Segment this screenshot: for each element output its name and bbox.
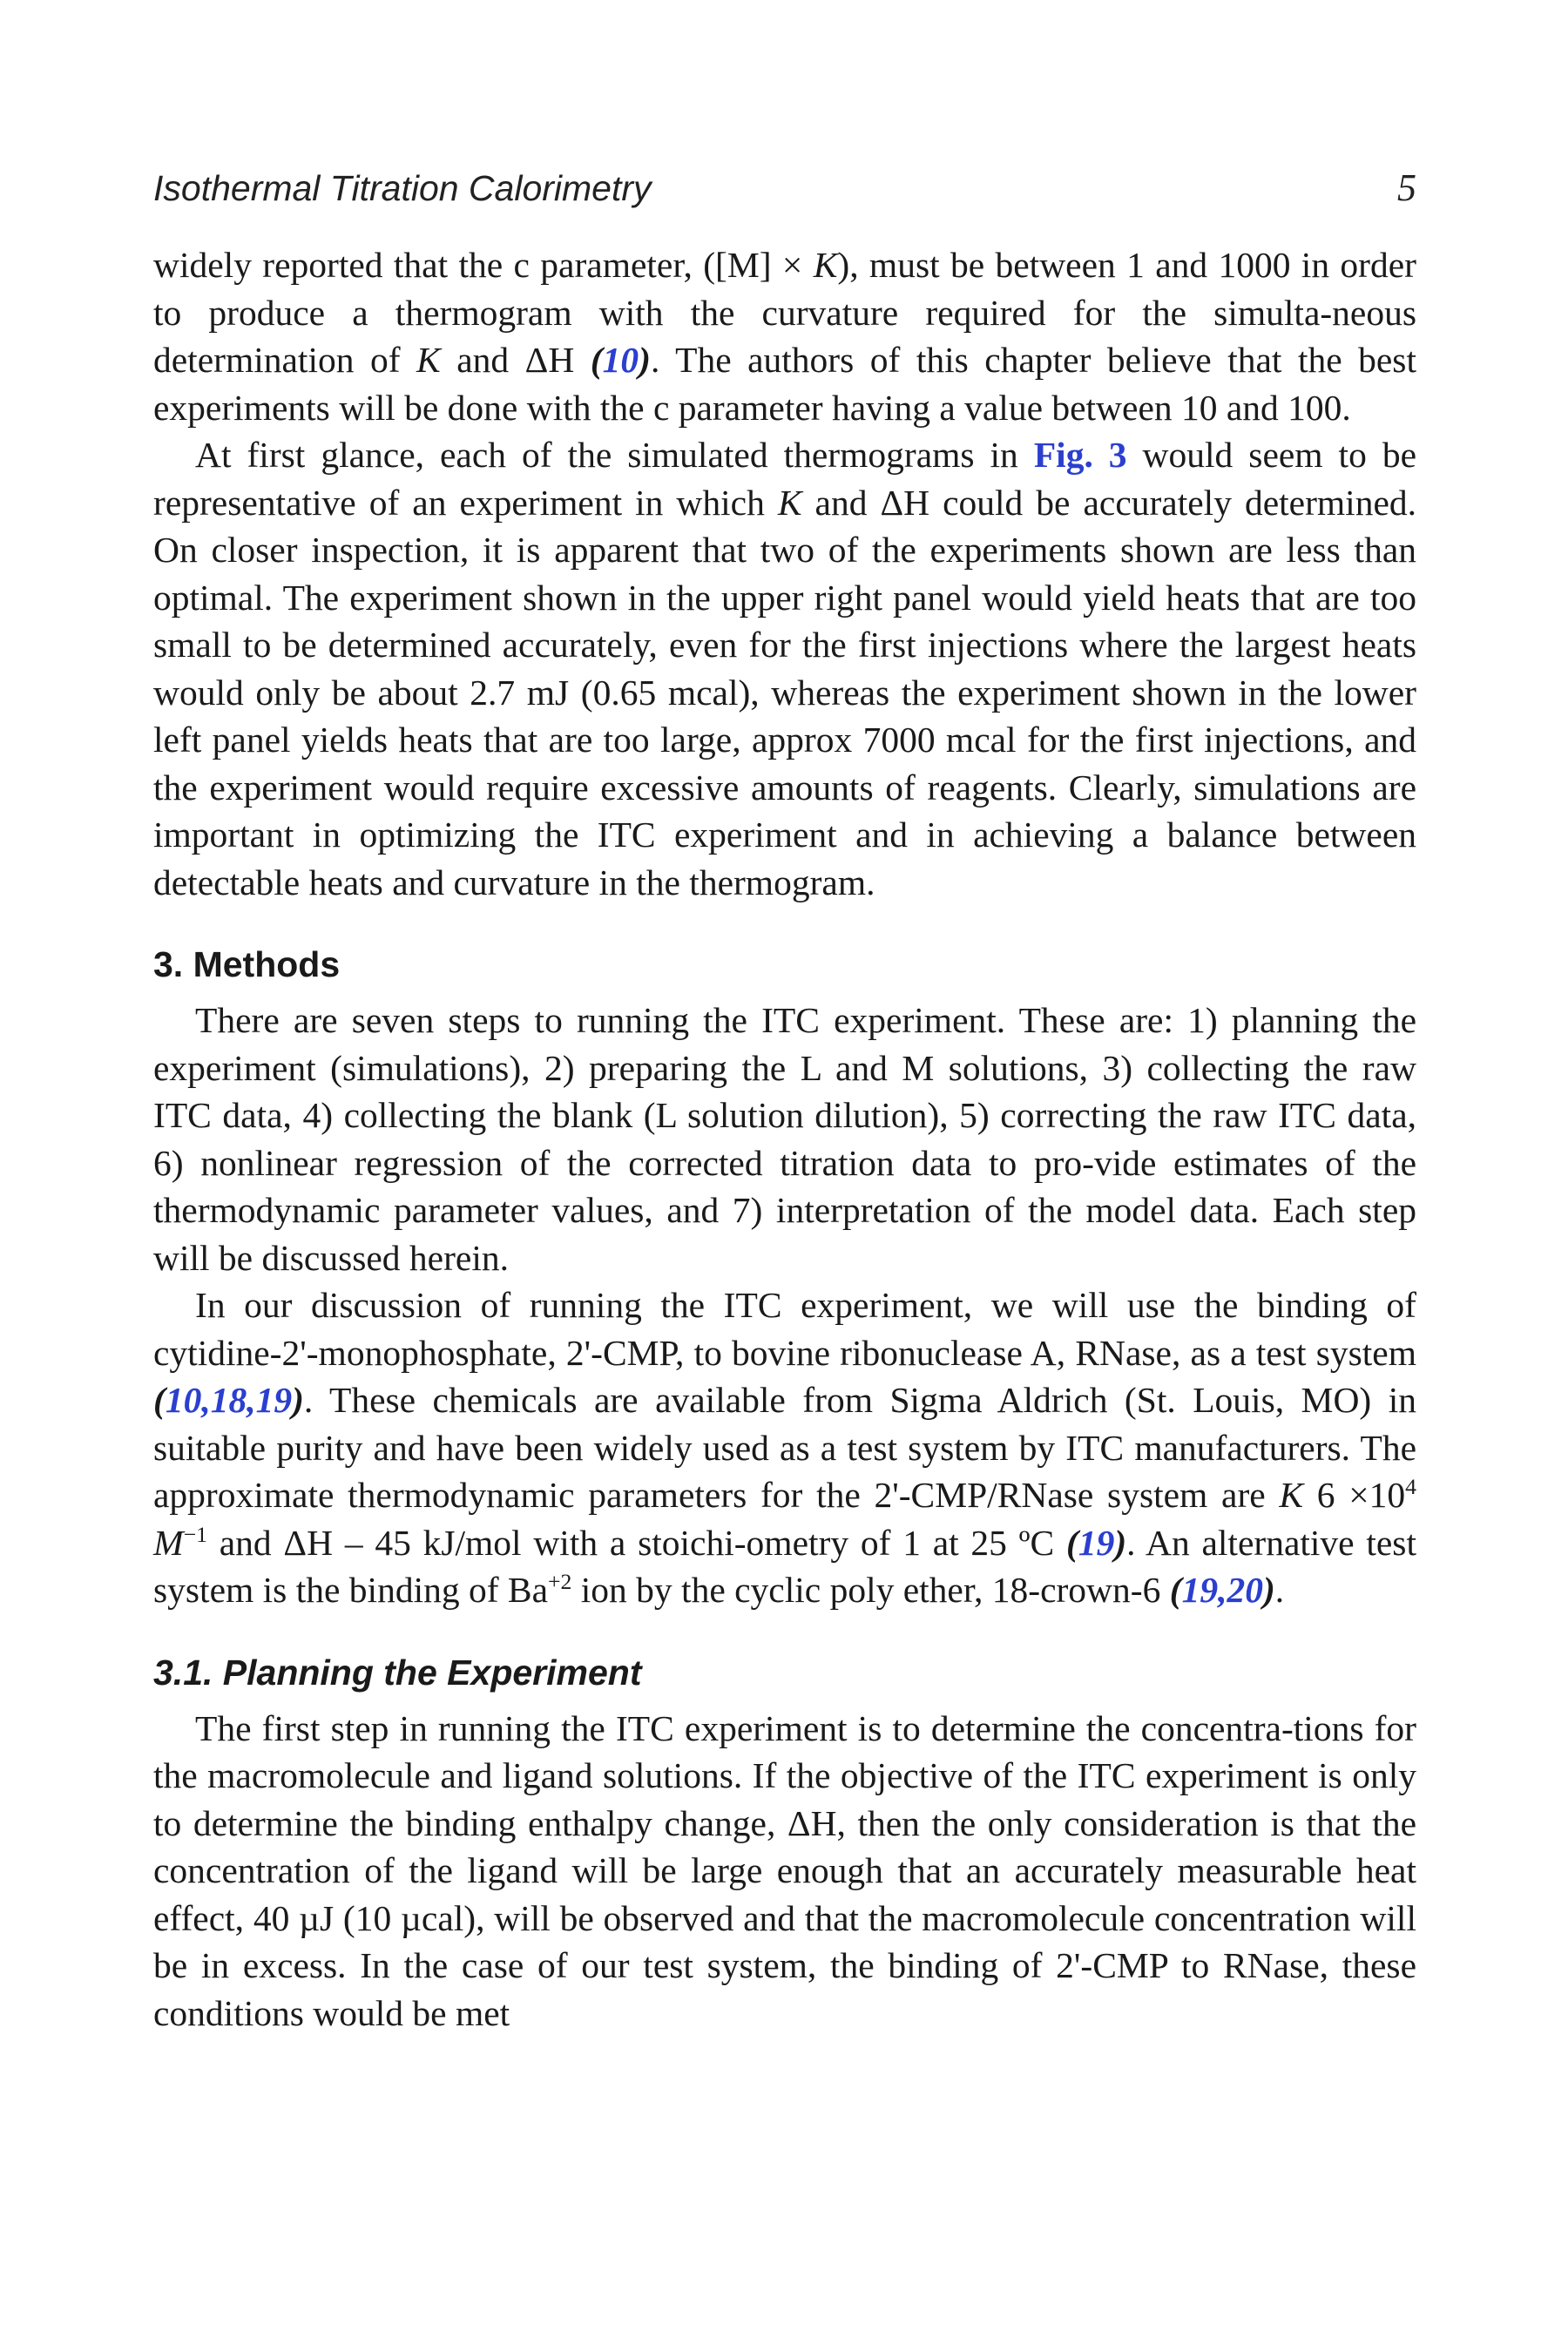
citation-link[interactable]: 10 <box>602 340 639 380</box>
citation-link[interactable]: 18 <box>210 1380 247 1420</box>
paragraph-seven-steps: There are seven steps to running the ITC experiment. These are: 1) planning the experiment (simulations), 2) preparing the L and M solutions, 3) collecting the raw ITC data, 4) collecting the blank (L solution dilution), 5) correcting the raw ITC data, 6) nonlinear regression of the corrected titration data to pro-vide estimates of the thermodynamic parameter values, and 7) interpretation of the model data. Each step will be discussed herein. <box>153 1000 1416 1278</box>
section-heading-methods: 3. Methods <box>153 944 341 984</box>
page <box>153 166 1416 2037</box>
citation-link[interactable]: 19 <box>1078 1522 1115 1563</box>
citation-link[interactable]: 19 <box>255 1380 293 1420</box>
paragraph-test-system: In our discussion of running the ITC experiment, we will use the binding of cytidine-2'-monophosphate, 2'-CMP, to bovine ribonuclease A, RNase, as a test system (10,18,19). These chemicals are available from Sigma Aldrich (St. Louis, MO) in suitable purity and have been widely used as a test system by ITC manufacturers. The approximate thermodynamic parameters for the 2'-CMP/RNase system are K $6 \times 10^4$ $M^{-1}$ and ΔH – 45 kJ/mol with a stoichi-ometry of 1 at 25 ºC (19). An alternative test system is the binding of $Ba^{+2}$ ion by the cyclic poly ether, 18-crown-6 (19,20). <box>153 1285 1416 1610</box>
running-header <box>153 166 1416 210</box>
figure-link[interactable]: Fig. 3 <box>1033 435 1127 475</box>
citation-link[interactable]: 10 <box>165 1380 202 1420</box>
running-title: Isothermal Titration Calorimetry <box>153 168 652 208</box>
subsection-heading-planning: 3.1. Planning the Experiment <box>153 1652 642 1693</box>
citation-link[interactable]: 20 <box>1227 1570 1263 1610</box>
paragraph-planning-concentrations: The first step in running the ITC experiment is to determine the concentra-tions for the macromolecule and ligand solutions. If the objective of the ITC experiment is only to determine the binding enthalpy change, ΔH, then the only consideration is that the concentration of the ligand will be large enough that an accurately measurable heat effect, 40 µJ (10 µcal), will be observed and that the macromolecule concentration will be in excess. In the case of our test system, the binding of 2'-CMP to RNase, these conditions would be met <box>153 1707 1416 2033</box>
page-number: 5 <box>1397 166 1416 209</box>
paragraph-simulated-thermograms: At first glance, each of the simulated thermograms in Fig. 3 would seem to be representative of an experiment in which K and ΔH could be accurately determined. On closer inspection, it is apparent that two of the experiments shown are less than optimal. The experiment shown in the upper right panel would yield heats that are too small to be determined accurately, even for the first injections where the largest heats would only be about 2.7 mJ (0.65 mcal), whereas the experiment shown in the lower left panel yields heats that are too large, approx 7000 mcal for the first injections, and the experiment would require excessive amounts of reagents. Clearly, simulations are important in optimizing the ITC experiment and in achieving a balance between detectable heats and curvature in the thermogram. <box>153 435 1416 902</box>
paragraph-c-parameter: widely reported that the c parameter, ([M] × K), must be between 1 and 1000 in order to produce a thermogram with the curvature required for the simulta-neous determination of K and ΔH (10). The authors of this chapter believe that the best experiments will be done with the c parameter having a value between 10 and 100. <box>153 245 1416 428</box>
citation-link[interactable]: 19 <box>1181 1570 1219 1610</box>
